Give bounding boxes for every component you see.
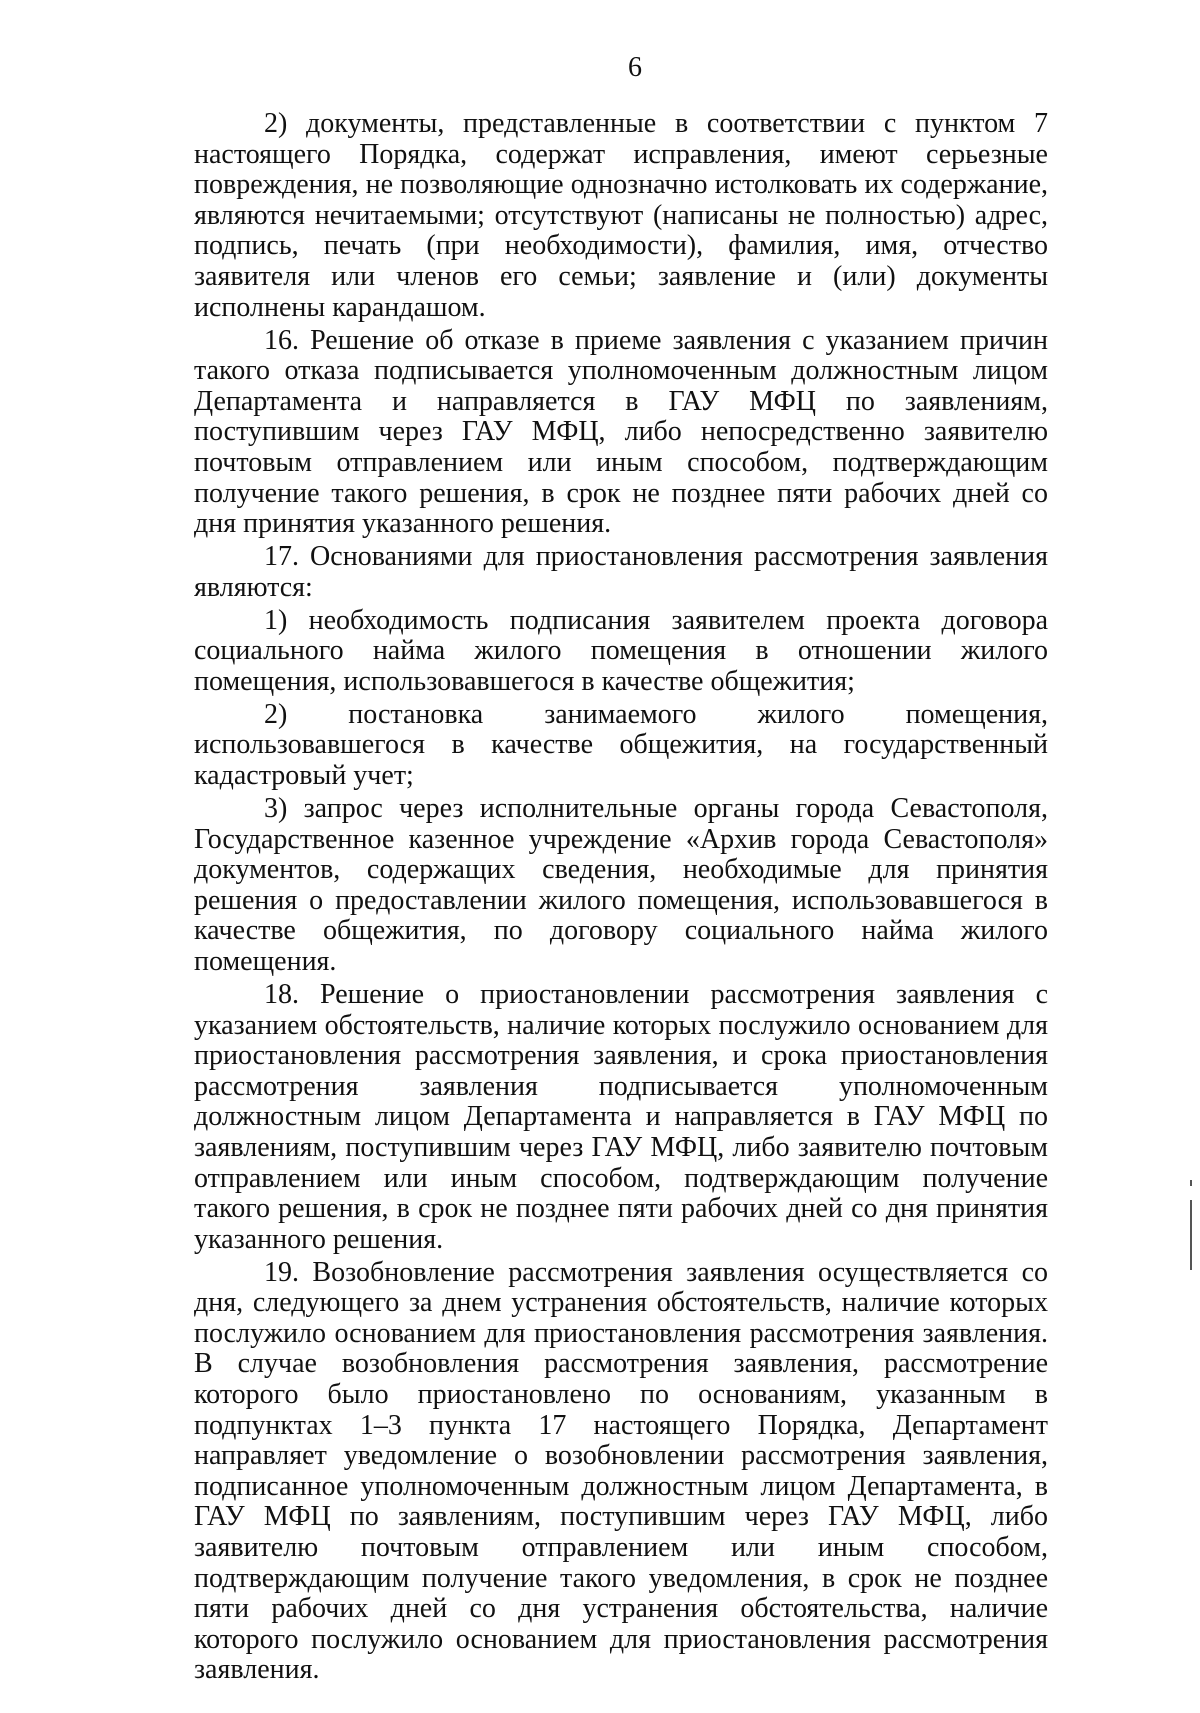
paragraph-19-resumption: 19. Возобновление рассмотрения заявления осуществляется со дня, следующего за днем устранения обстоятельств, наличие которых послужило основанием для приостановления рассмотрения заявления. В случае возобновления рассмотрения заявления, рассмотрение которого было приостановлено по основаниям, указанным в подпунктах 1–3 пункта 17 настоящего Порядка, Департамент направляет уведомление о возобновлении рассмотрения заявления, подписанное уполномоченным должностным лицом Департамента, в ГАУ МФЦ по заявлениям, поступившим через ГАУ МФЦ, либо заявителю почтовым отправлением или иным способом, подтверждающим получение такого уведомления, в срок не позднее пяти рабочих дней со дня устранения обстоятельства, наличие которого послужило основанием для приостановления рассмотрения заявления. xyxy=(194,1256,1048,1686)
paragraph-17-item-1: 1) необходимость подписания заявителем проекта договора социального найма жилого помещения в отношении жилого помещения, использовавшегося в качестве общежития; xyxy=(194,604,1048,697)
paragraph-item-2-documents: 2) документы, представленные в соответствии с пунктом 7 настоящего Порядка, содержат исправления, имеют серьезные повреждения, не позволяющие однозначно истолковать их содержание, являются нечитаемыми; отсутствуют (написаны не полностью) адрес, подпись, печать (при необходимости), фамилия, имя, отчество заявителя или членов его семьи; заявление и (или) документы исполнены карандашом. xyxy=(194,108,1048,323)
paragraph-18-suspension-decision: 18. Решение о приостановлении рассмотрения заявления с указанием обстоятельств, наличие которых послужило основанием для приостановления рассмотрения заявления, и срока приостановления рассмотрения заявления подписывается уполномоченным должностным лицом Департамента и направляется в ГАУ МФЦ по заявлениям, поступившим через ГАУ МФЦ, либо заявителю почтовым отправлением или иным способом, подтверждающим получение такого решения, в срок не позднее пяти рабочих дней со дня принятия указанного решения. xyxy=(194,978,1048,1255)
paragraph-16-refusal-decision: 16. Решение об отказе в приеме заявления с указанием причин такого отказа подписывается уполномоченным должностным лицом Департамента и направляется в ГАУ МФЦ по заявлениям, поступившим через ГАУ МФЦ, либо непосредственно заявителю почтовым отправлением или иным способом, подтверждающим получение такого решения, в срок не позднее пяти рабочих дней со дня принятия указанного решения. xyxy=(194,324,1048,540)
paragraph-17-item-3: 3) запрос через исполнительные органы города Севастополя, Государственное казенное учреждение «Архив города Севастополя» документов, содержащих сведения, необходимые для принятия решения о предоставлении жилого помещения, использовавшегося в качестве общежития, по договору социального найма жилого помещения. xyxy=(194,793,1048,977)
scan-edge-mark xyxy=(1190,1200,1192,1270)
page-number: 6 xyxy=(628,52,642,83)
paragraph-17-suspension-grounds: 17. Основаниями для приостановления рассмотрения заявления являются: xyxy=(194,541,1048,603)
scan-edge-mark xyxy=(1190,1180,1192,1186)
paragraph-17-item-2: 2) постановка занимаемого жилого помещения, использовавшегося в качестве общежития, на государственный кадастровый учет; xyxy=(194,698,1048,792)
document-body xyxy=(194,109,1048,1686)
